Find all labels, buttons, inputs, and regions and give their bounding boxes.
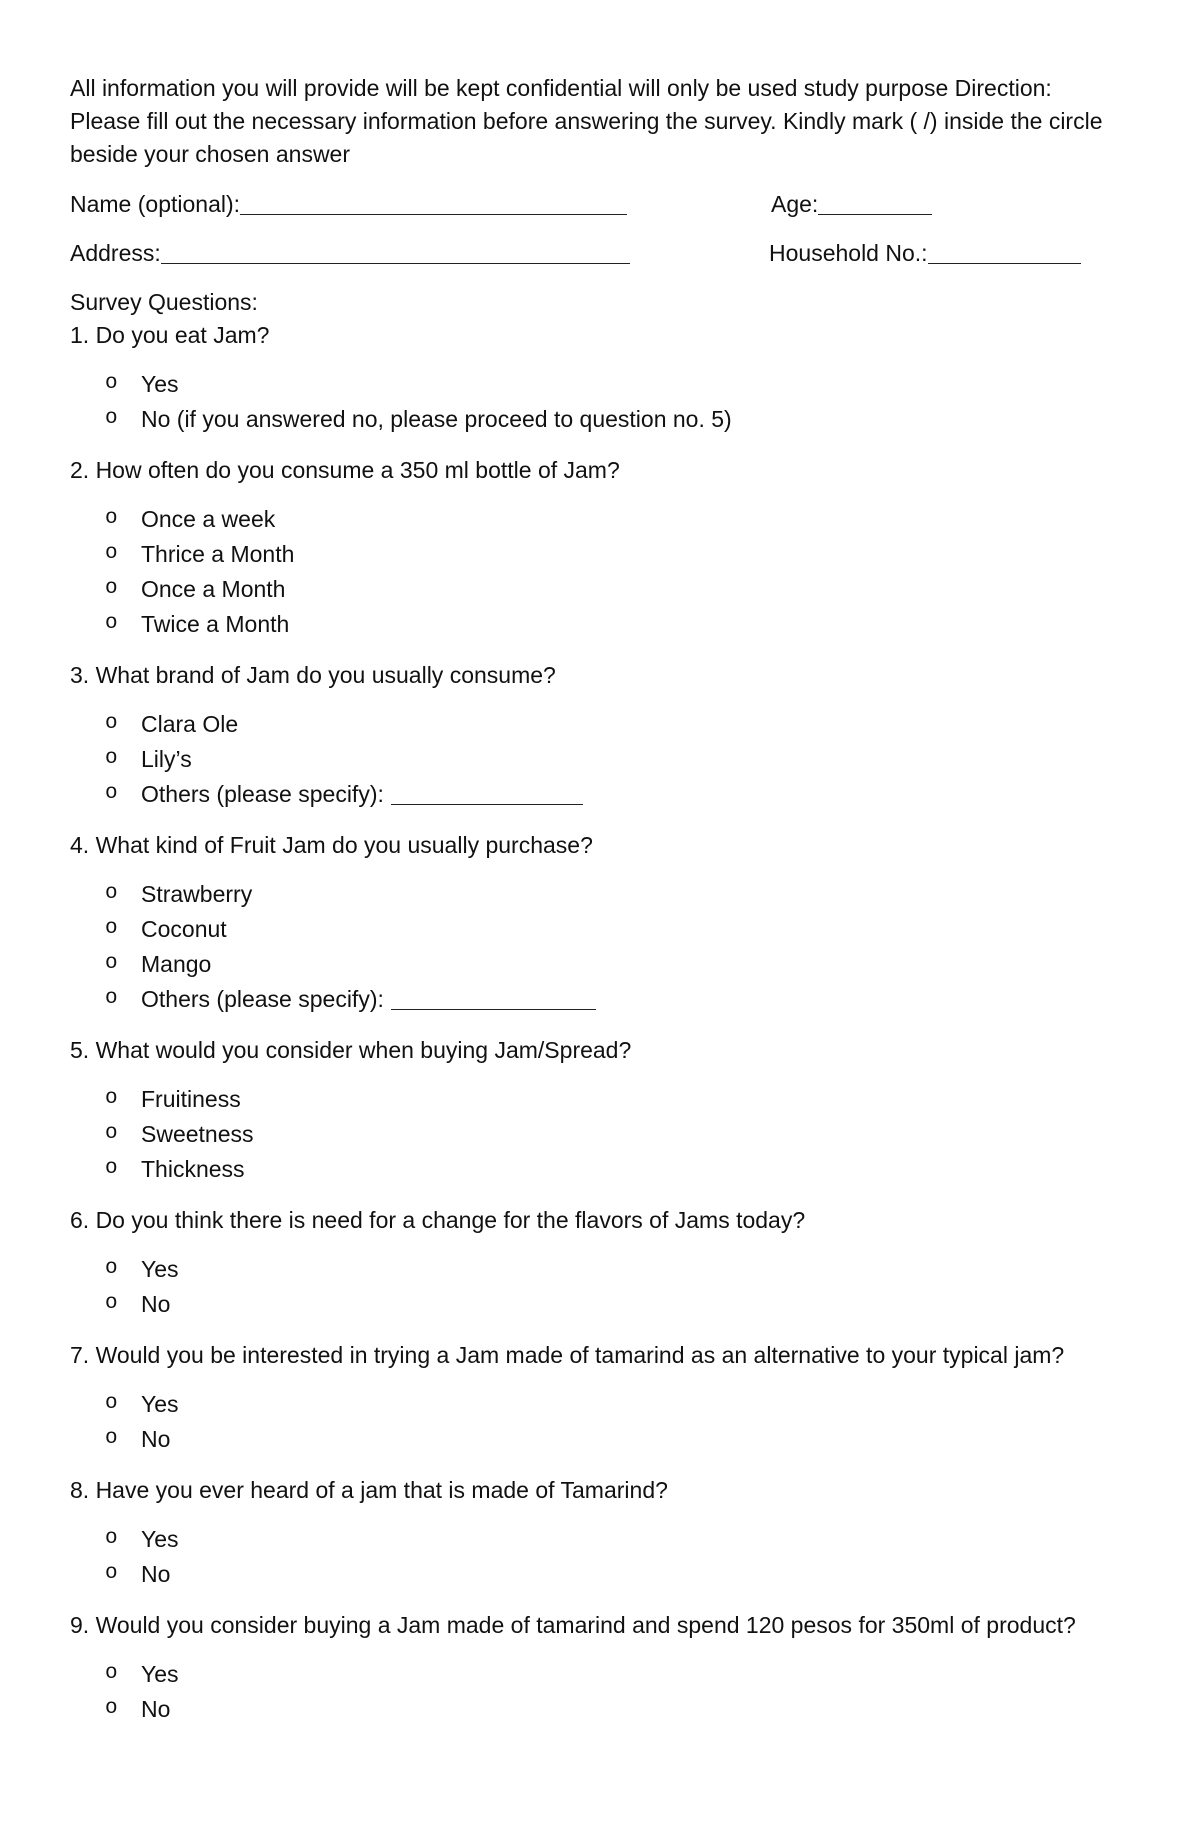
age-field (771, 188, 932, 221)
option-label: Yes (141, 371, 179, 397)
q2-option-twice-a-month (70, 607, 1150, 642)
question-7-options (70, 1387, 1150, 1457)
q7-option-yes (70, 1387, 1150, 1422)
option-label: Clara Ole (141, 711, 239, 737)
name-age-row (70, 188, 1150, 221)
q3-option-clara-ole (70, 707, 1150, 742)
q9-option-no (70, 1692, 1150, 1727)
option-label: Fruitiness (141, 1086, 241, 1112)
household-label: Household No.: (769, 240, 928, 266)
circle-bullet-icon: o (105, 612, 118, 635)
age-blank-line (818, 194, 932, 215)
q4-option-mango (70, 947, 1150, 982)
circle-bullet-icon: o (105, 1122, 118, 1145)
name-blank-line (240, 194, 627, 215)
circle-bullet-icon: o (105, 1427, 118, 1450)
circle-bullet-icon: o (105, 882, 118, 905)
survey-questions-heading: Survey Questions: (70, 289, 258, 315)
q2-option-once-a-month (70, 572, 1150, 607)
option-label: Lily’s (141, 746, 192, 772)
address-field (70, 237, 630, 270)
option-label: No (141, 1561, 171, 1587)
question-2-options (70, 502, 1150, 642)
q8-option-no (70, 1557, 1150, 1592)
intro-paragraph (70, 72, 1150, 171)
question-5: 5. What would you consider when buying Jam/Spread? (70, 1037, 632, 1063)
question-block-9 (70, 1609, 1150, 1727)
circle-bullet-icon: o (105, 407, 118, 430)
q2-option-thrice-a-month (70, 537, 1150, 572)
question-block-2 (70, 454, 1150, 642)
q5-option-fruitiness (70, 1082, 1150, 1117)
q1-option-no (70, 402, 1150, 437)
circle-bullet-icon: o (105, 952, 118, 975)
circle-bullet-icon: o (105, 1562, 118, 1585)
question-1: 1. Do you eat Jam? (70, 322, 270, 348)
option-label: No (if you answered no, please proceed to question no. 5) (141, 406, 732, 432)
question-2: 2. How often do you consume a 350 ml bottle of Jam? (70, 457, 620, 483)
circle-bullet-icon: o (105, 917, 118, 940)
circle-bullet-icon: o (105, 782, 118, 805)
question-9-options (70, 1657, 1150, 1727)
option-label: Thickness (141, 1156, 245, 1182)
circle-bullet-icon: o (105, 1292, 118, 1315)
question-block-4 (70, 829, 1150, 1017)
question-8-options (70, 1522, 1150, 1592)
option-label: Strawberry (141, 881, 253, 907)
q5-option-thickness (70, 1152, 1150, 1187)
option-label: Thrice a Month (141, 541, 295, 567)
q3-others-blank-line (391, 784, 583, 805)
q7-option-no (70, 1422, 1150, 1457)
circle-bullet-icon: o (105, 747, 118, 770)
household-field (769, 237, 1081, 270)
q3-option-lilys (70, 742, 1150, 777)
address-blank-line (161, 243, 630, 264)
option-label: Once a week (141, 506, 276, 532)
option-label: Yes (141, 1526, 179, 1552)
circle-bullet-icon: o (105, 1257, 118, 1280)
question-block-6 (70, 1204, 1150, 1322)
q9-option-yes (70, 1657, 1150, 1692)
question-4: 4. What kind of Fruit Jam do you usually purchase? (70, 832, 593, 858)
option-label: Others (please specify): (141, 986, 384, 1012)
circle-bullet-icon: o (105, 1392, 118, 1415)
option-label: Once a Month (141, 576, 286, 602)
circle-bullet-icon: o (105, 987, 118, 1010)
question-3-options (70, 707, 1150, 812)
circle-bullet-icon: o (105, 712, 118, 735)
question-block-1 (70, 319, 1150, 437)
question-block-5 (70, 1034, 1150, 1187)
intro-line-3: beside your chosen answer (70, 141, 350, 167)
option-label: Mango (141, 951, 212, 977)
q1-option-yes (70, 367, 1150, 402)
question-4-options (70, 877, 1150, 1017)
circle-bullet-icon: o (105, 1697, 118, 1720)
address-household-row (70, 237, 1150, 270)
circle-bullet-icon: o (105, 577, 118, 600)
q4-option-strawberry (70, 877, 1150, 912)
question-6-options (70, 1252, 1150, 1322)
question-1-options (70, 367, 1150, 437)
intro-line-2: Please fill out the necessary information before answering the survey. Kindly mark ( /) inside the circle (70, 108, 1103, 134)
age-label: Age: (771, 191, 819, 217)
circle-bullet-icon: o (105, 1157, 118, 1180)
q5-option-sweetness (70, 1117, 1150, 1152)
question-block-3 (70, 659, 1150, 812)
option-label: Yes (141, 1661, 179, 1687)
option-label: No (141, 1426, 171, 1452)
q6-option-no (70, 1287, 1150, 1322)
question-8: 8. Have you ever heard of a jam that is made of Tamarind? (70, 1477, 668, 1503)
option-label: Yes (141, 1256, 179, 1282)
question-3: 3. What brand of Jam do you usually consume? (70, 662, 556, 688)
household-blank-line (928, 243, 1081, 264)
survey-content (70, 72, 1150, 1727)
q2-option-once-a-week (70, 502, 1150, 537)
circle-bullet-icon: o (105, 1662, 118, 1685)
circle-bullet-icon: o (105, 372, 118, 395)
circle-bullet-icon: o (105, 1527, 118, 1550)
question-5-options (70, 1082, 1150, 1187)
address-label: Address: (70, 240, 161, 266)
question-7: 7. Would you be interested in trying a Jam made of tamarind as an alternative to your typical jam? (70, 1342, 1065, 1368)
intro-line-1: All information you will provide will be kept confidential will only be used study purpose Direction: (70, 75, 1052, 101)
q6-option-yes (70, 1252, 1150, 1287)
question-block-8 (70, 1474, 1150, 1592)
q8-option-yes (70, 1522, 1150, 1557)
option-label: No (141, 1291, 171, 1317)
circle-bullet-icon: o (105, 507, 118, 530)
circle-bullet-icon: o (105, 1087, 118, 1110)
q4-option-others (70, 982, 1150, 1017)
option-label: Coconut (141, 916, 227, 942)
question-block-7 (70, 1339, 1150, 1457)
q4-option-coconut (70, 912, 1150, 947)
q3-option-others (70, 777, 1150, 812)
option-label: Sweetness (141, 1121, 254, 1147)
option-label: Yes (141, 1391, 179, 1417)
name-field (70, 188, 627, 221)
q4-others-blank-line (391, 989, 596, 1010)
option-label: Others (please specify): (141, 781, 384, 807)
question-9: 9. Would you consider buying a Jam made of tamarind and spend 120 pesos for 350ml of product? (70, 1612, 1076, 1638)
option-label: Twice a Month (141, 611, 290, 637)
option-label: No (141, 1696, 171, 1722)
circle-bullet-icon: o (105, 542, 118, 565)
question-6: 6. Do you think there is need for a change for the flavors of Jams today? (70, 1207, 806, 1233)
name-label: Name (optional): (70, 191, 241, 217)
